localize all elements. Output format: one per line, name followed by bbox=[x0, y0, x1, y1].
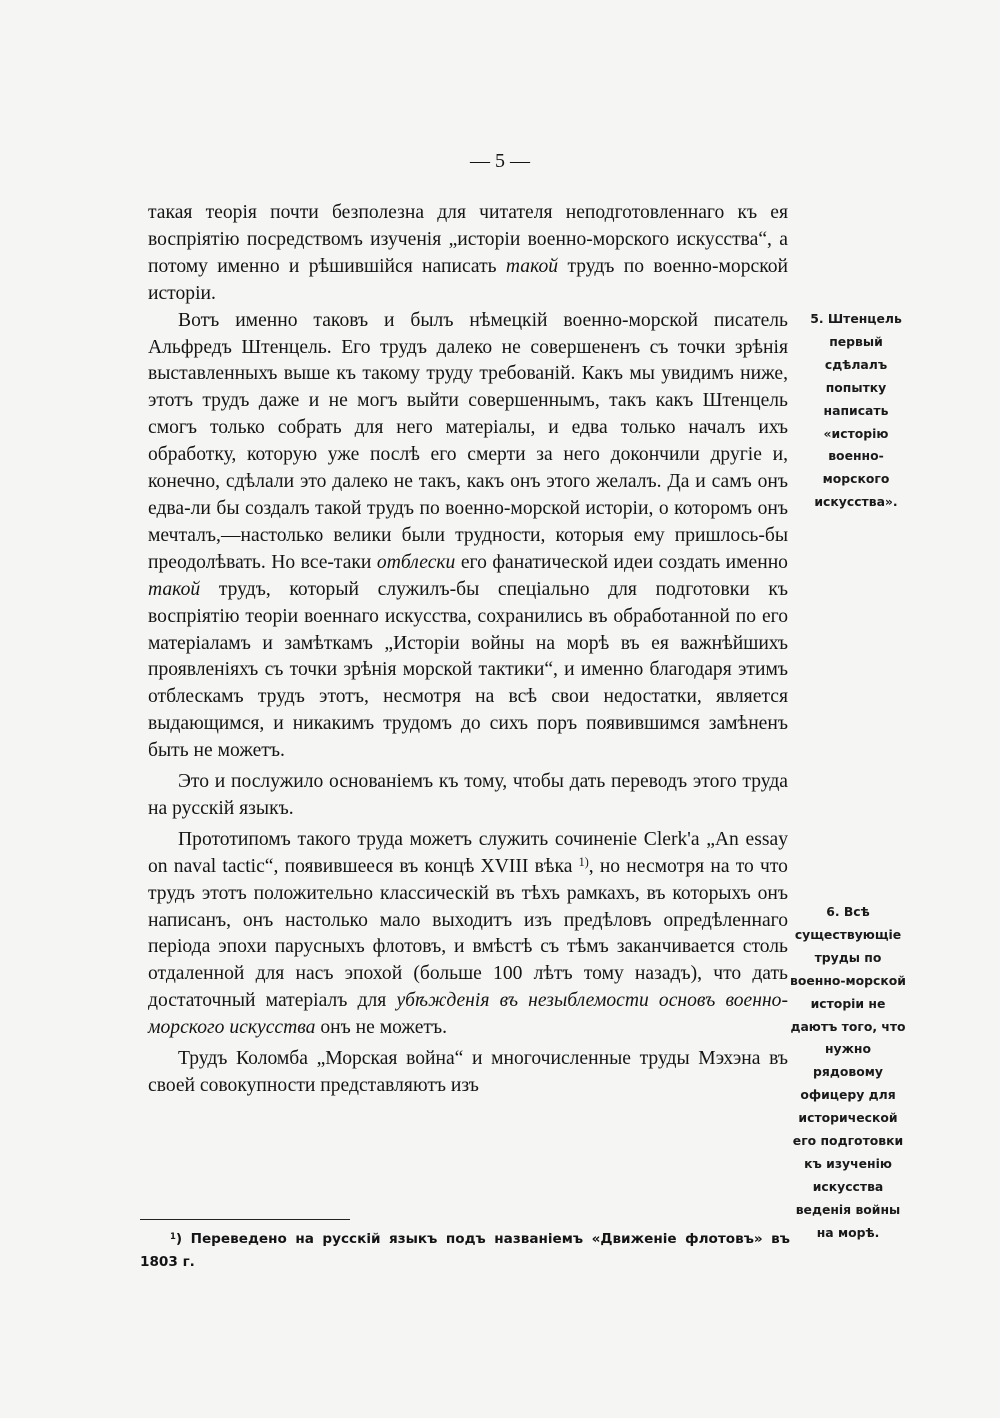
paragraph-4 bbox=[148, 827, 788, 1042]
margin-note-5: 5. Штенцель первый сдѣлалъ попытку написать «исторію военно-морского искусства». bbox=[810, 311, 902, 510]
footnote-marker: 1 bbox=[170, 1230, 176, 1241]
paragraph-1-emphasis: такой bbox=[505, 255, 559, 277]
paragraph-2-text-c: трудъ, который служилъ-бы спеціально для подготовки къ воспріятію теоріи военнаго искусства, сохранились въ обработанной по его матеріаламъ и замѣткамъ „Исторіи войны на морѣ въ ея важнѣйшихъ проявленіяхъ съ точки зрѣнія морской тактики“, и именно благодаря этимъ отблескамъ трудъ этотъ, несмотря на всѣ свои недостатки, является выдающимся, и никакимъ трудомъ до сихъ поръ появившимся замѣненъ быть не можетъ. bbox=[148, 578, 788, 762]
paragraph-2-emphasis-2: такой bbox=[148, 578, 201, 600]
paragraph-4-text-c: онъ не можетъ. bbox=[320, 1017, 447, 1039]
paragraph-4-emphasis: убѣжденія въ незыблемости основъ военно-морского искусства bbox=[148, 990, 788, 1039]
paragraph-4-text-a: Прототипомъ такого труда можетъ служить сочиненіе Clerk'a „An essay on naval tactic“, появившееся въ концѣ XVIII вѣка bbox=[148, 828, 788, 877]
paragraph-4-text-b: , но несмотря на то что трудъ этотъ положительно классическій въ тѣхъ рамкахъ, въ которыхъ онъ написанъ, онъ настолько мало выходитъ изъ предѣловъ опредѣленнаго періода эпохи парусныхъ флотовъ, и вмѣстѣ съ тѣмъ заканчивается столь отдаленной для насъ эпохой (больше 100 лѣтъ тому назадъ), что дать достаточный матеріалъ для bbox=[148, 855, 788, 1012]
paragraph-5-text: Трудъ Коломба „Морская война“ и многочисленные труды Мэхэна въ своей совокупности представляютъ изъ bbox=[148, 1048, 788, 1096]
paragraph-3 bbox=[148, 769, 788, 823]
footnote-paragraph bbox=[140, 1228, 790, 1274]
paragraph-2-text-b: его фанатической идеи создать именно bbox=[460, 551, 788, 573]
paragraph-5 bbox=[148, 1046, 788, 1100]
paragraph-1 bbox=[148, 200, 788, 308]
footnote-divider bbox=[140, 1219, 350, 1220]
paragraph-1-text: такая теорія почти безполезна для читателя неподготовленнаго къ ея воспріятію посредствомъ изученія „исторіи военно-морского искусства“, а потому именно и рѣшившійся написать bbox=[148, 202, 788, 277]
paragraph-3-text: Это и послужило основаніемъ къ тому, чтобы дать переводъ этого труда на русскій языкъ. bbox=[148, 771, 788, 819]
footnote bbox=[140, 1228, 790, 1274]
paragraph-2-text-a: Вотъ именно таковъ и былъ нѣмецкій военно-морской писатель Альфредъ Штенцель. Его трудъ далеко не совершененъ съ точки зрѣнія выставленныхъ выше къ такому труду требованій. Какъ мы увидимъ ниже, этотъ трудъ даже и не могъ выйти совершеннымъ, такъ какъ Штенцель смогъ только собрать для него матеріалы, и едва только началъ ихъ обработку, которую уже послѣ его смерти за него докончили другіе и, конечно, сдѣлали это далеко не такъ, какъ онъ этого желалъ. Да и самъ онъ едва-ли бы создалъ такой трудъ по военно-морской исторіи, о которомъ онъ мечталъ,—настолько велики были трудности, которыя ему пришлось-бы преодолѣвать. Но все-таки bbox=[148, 309, 788, 573]
footnote-reference-number: 1 bbox=[578, 854, 585, 869]
main-text bbox=[148, 200, 788, 1100]
paragraph-2-emphasis-1: отблески bbox=[376, 551, 456, 573]
paragraph-1-end: трудъ по военно-морской исторіи. bbox=[148, 255, 789, 304]
paragraph-2 bbox=[148, 308, 788, 765]
page-number: — 5 — bbox=[470, 150, 530, 172]
margin-note-6: 6. Всѣ существующіе труды по военно-морской исторіи не даютъ того, что нужно рядовому офицеру для исторической его подготовки къ изученію искусства веденія войны на морѣ. bbox=[790, 904, 906, 1240]
footnote-text: ) Переведено на русскій языкъ подъ названіемъ «Движеніе флотовъ» въ 1803 г. bbox=[140, 1231, 790, 1270]
footnote-reference: 1) bbox=[578, 854, 589, 869]
